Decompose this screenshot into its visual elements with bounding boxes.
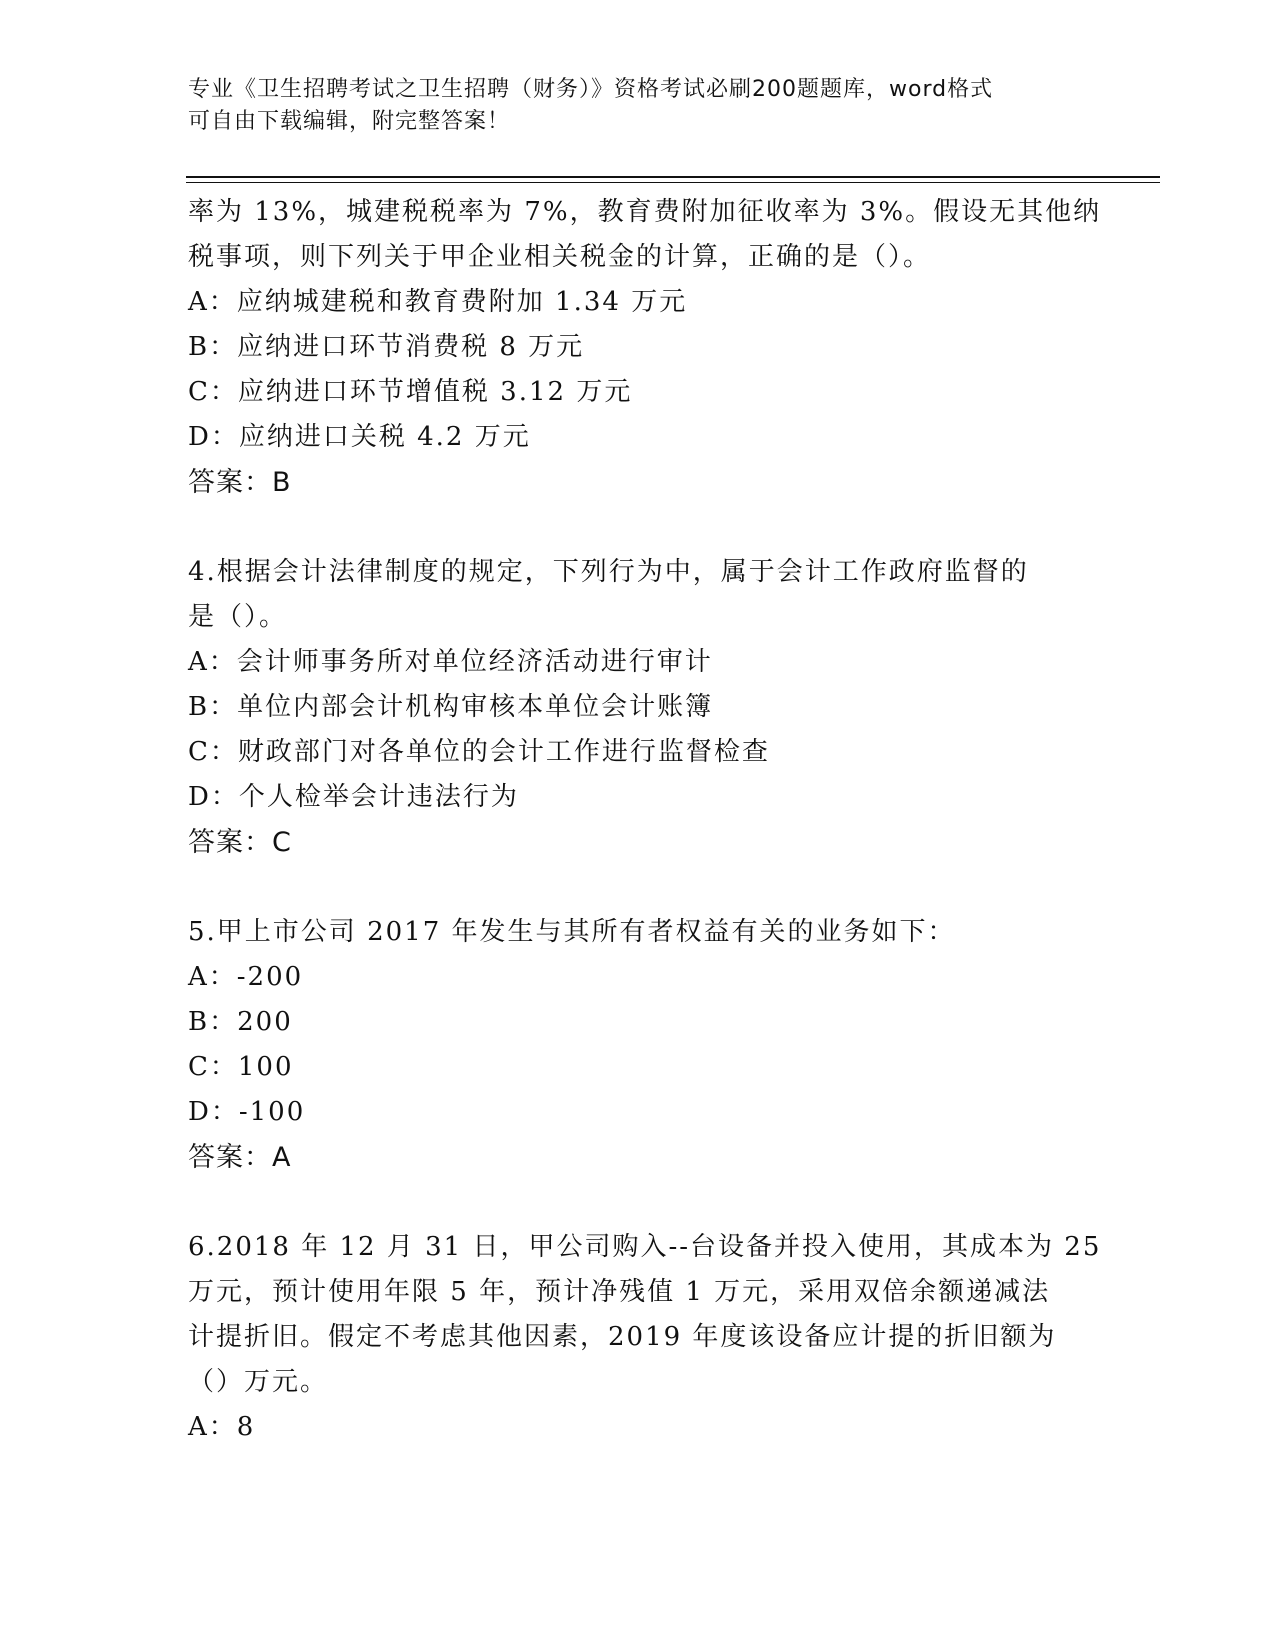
option-b: B：200 xyxy=(188,1007,293,1037)
option-d: D：个人检举会计违法行为 xyxy=(188,782,519,812)
option-b: B：单位内部会计机构审核本单位会计账簿 xyxy=(188,692,714,722)
answer-label: 答案：C xyxy=(188,827,292,858)
option-d: D：-100 xyxy=(188,1097,306,1127)
header-rule-thick xyxy=(186,176,1160,178)
question-text-line: 税事项，则下列关于甲企业相关税金的计算，正确的是（）。 xyxy=(188,242,932,272)
header-title-line2: 可自由下载编辑，附完整答案！ xyxy=(188,109,511,134)
option-a: A：会计师事务所对单位经济活动进行审计 xyxy=(188,647,713,677)
question-text-line: 计提折旧。假定不考虑其他因素，2019 年度该设备应计提的折旧额为 xyxy=(188,1322,1057,1352)
document-header xyxy=(188,74,1068,138)
question-5 xyxy=(188,910,1088,1180)
option-a: A：8 xyxy=(188,1412,256,1442)
option-a: A：应纳城建税和教育费附加 1.34 万元 xyxy=(188,287,688,317)
question-text-line: 4.根据会计法律制度的规定，下列行为中，属于会计工作政府监督的 xyxy=(188,557,1029,587)
question-text-line: 6.2018 年 12 月 31 日，甲公司购入--台设备并投入使用，其成本为 25 xyxy=(188,1232,1102,1262)
header-rule-thin xyxy=(186,182,1160,183)
answer-label: 答案：A xyxy=(188,1142,292,1173)
option-a: A：-200 xyxy=(188,962,304,992)
question-text-line: 率为 13%，城建税税率为 7%，教育费附加征收率为 3%。假设无其他纳 xyxy=(188,197,1102,227)
question-3 xyxy=(188,190,1102,505)
answer-label: 答案：B xyxy=(188,467,292,498)
question-content xyxy=(188,190,1102,1450)
question-text-line: （）万元。 xyxy=(188,1367,329,1397)
option-c: C：应纳进口环节增值税 3.12 万元 xyxy=(188,377,633,407)
option-c: C：100 xyxy=(188,1052,294,1082)
question-text-line: 5.甲上市公司 2017 年发生与其所有者权益有关的业务如下： xyxy=(188,917,956,947)
question-text-line: 是（）。 xyxy=(188,602,288,632)
question-4 xyxy=(188,550,1088,865)
option-b: B：应纳进口环节消费税 8 万元 xyxy=(188,332,585,362)
spacer xyxy=(188,865,1088,910)
header-title-line1: 专业《卫生招聘考试之卫生招聘（财务）》资格考试必刷200题题库，word格式 xyxy=(188,77,994,102)
spacer xyxy=(188,1180,1088,1225)
spacer xyxy=(188,505,1088,550)
question-6 xyxy=(188,1225,1102,1450)
option-d: D：应纳进口关税 4.2 万元 xyxy=(188,422,531,452)
option-c: C：财政部门对各单位的会计工作进行监督检查 xyxy=(188,737,770,767)
question-text-line: 万元，预计使用年限 5 年，预计净残值 1 万元，采用双倍余额递减法 xyxy=(188,1277,1051,1307)
